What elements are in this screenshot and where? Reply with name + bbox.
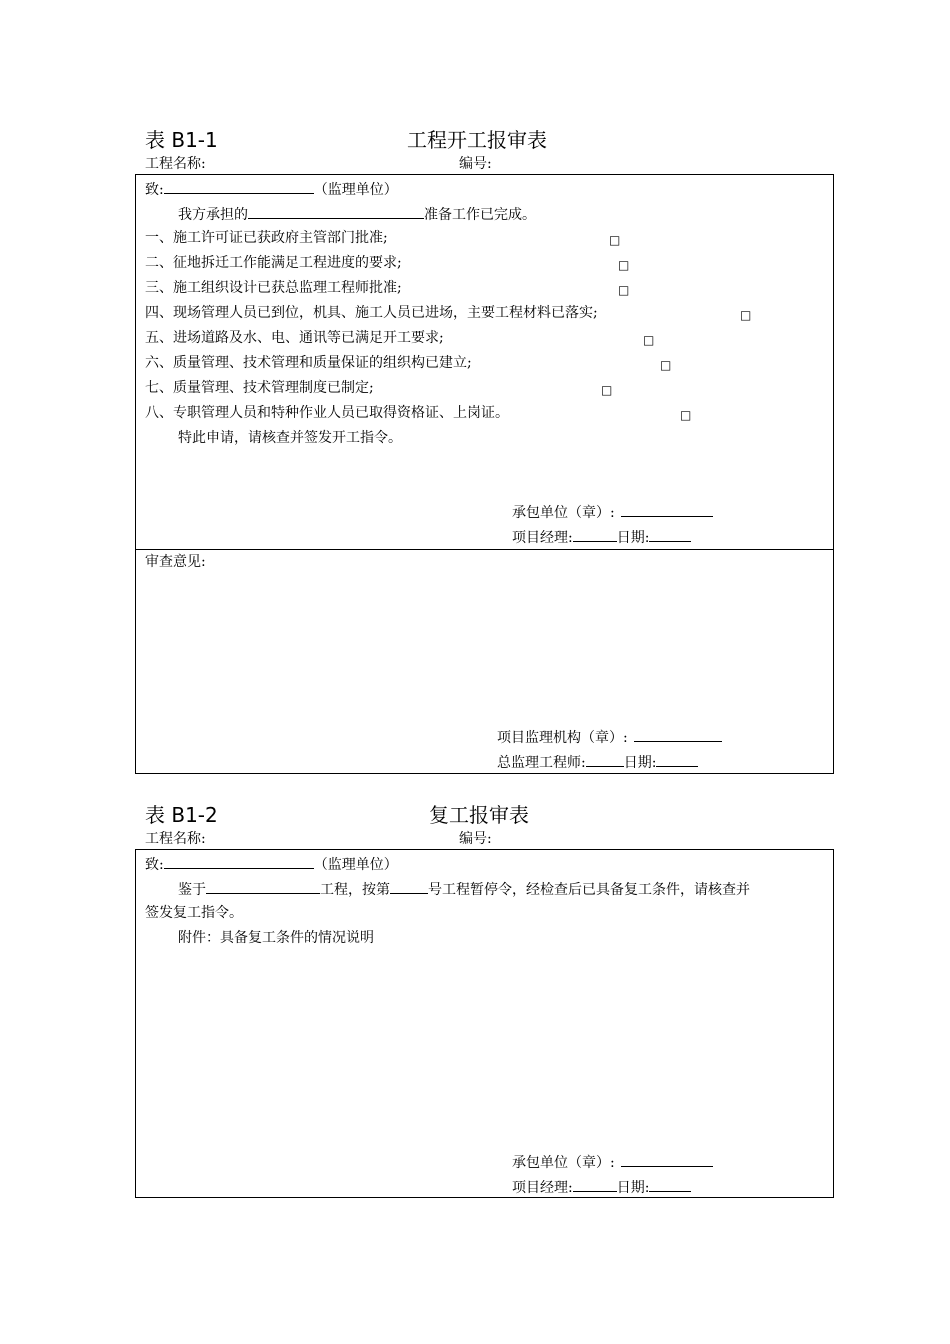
form1-review-label: 审查意见: [145,554,206,570]
form2-date-blank[interactable] [649,1177,691,1192]
form2-manager-blank[interactable] [573,1177,617,1192]
form1-date-blank-2[interactable] [656,752,698,767]
form2-date-label: 日期: [616,1180,650,1196]
form1-item-8-checkbox[interactable]: □ [680,408,692,422]
form1-item-5-checkbox[interactable]: □ [643,333,655,347]
form1-item-1: 一、施工许可证已获政府主管部门批准; [145,230,388,246]
form2-line2: 签发复工指令。 [145,905,243,921]
form1-supervisor-blank[interactable] [164,179,314,194]
form1-title: 工程开工报审表 [407,128,547,152]
form1-manager-label: 项目经理: [512,530,573,546]
form1-project-name-label: 工程名称: [145,156,206,172]
form2-line1-prefix: 鉴于 [178,882,206,898]
form1-to-prefix: 致: [145,182,164,198]
form1-project-blank[interactable] [248,204,424,219]
form2-project-name-label: 工程名称: [145,831,206,847]
form2-contractor-blank[interactable] [621,1152,713,1167]
form1-item-6: 六、质量管理、技术管理和质量保证的组织构已建立; [145,355,472,371]
form1-manager-blank[interactable] [573,527,617,542]
form2-order-number-blank[interactable] [390,879,428,894]
form1-supervision-blank[interactable] [634,727,722,742]
form2-title: 复工报审表 [429,803,529,827]
form2-contractor-label: 承包单位（章）: [512,1155,615,1171]
form2-project-blank[interactable] [206,879,320,894]
form1-chief-label: 总监理工程师: [497,755,586,771]
form1-to-suffix: （监理单位） [313,182,398,198]
form1-intro-prefix: 我方承担的 [178,207,248,223]
form2-attachment: 附件：具备复工条件的情况说明 [178,930,374,946]
form1-supervision-line [497,727,722,747]
form1-item-6-checkbox[interactable]: □ [660,358,672,372]
form2-manager-line [512,1177,691,1197]
form1-item-4: 四、现场管理人员已到位，机具、施工人员已进场，主要工程材料已落实; [145,305,598,321]
form1-chief-line [497,752,698,772]
form1-item-3: 三、施工组织设计已获总监理工程师批准; [145,280,402,296]
form1-item-1-checkbox[interactable]: □ [609,233,621,247]
form1-contractor-label: 承包单位（章）: [512,505,615,521]
form1-chief-blank[interactable] [586,752,624,767]
form1-date-label-2: 日期: [623,755,657,771]
form1-number-label: 编号: [459,156,492,172]
form1-contractor-blank[interactable] [621,502,713,517]
form2-line1 [178,879,750,899]
form2-to-prefix: 致: [145,857,164,873]
form1-item-8: 八、专职管理人员和特种作业人员已取得资格证、上岗证。 [145,405,509,421]
form1-divider [136,549,833,550]
form1-item-3-checkbox[interactable]: □ [618,283,630,297]
form2-to-suffix: （监理单位） [313,857,398,873]
form1-request: 特此申请，请核查并签发开工指令。 [178,430,402,446]
form2-contractor-line [512,1152,713,1172]
form1-date-blank[interactable] [649,527,691,542]
form1-item-2: 二、征地拆迁工作能满足工程进度的要求; [145,255,402,271]
form1-item-5: 五、进场道路及水、电、通讯等已满足开工要求; [145,330,444,346]
form2-manager-label: 项目经理: [512,1180,573,1196]
form1-intro-suffix: 准备工作已完成。 [424,207,536,223]
form2-number-label: 编号: [459,831,492,847]
form2-table [135,849,834,1198]
form2-supervisor-blank[interactable] [164,854,314,869]
form1-to-line [145,179,398,199]
form2-line1-mid1: 工程，按第 [320,882,390,898]
form1-contractor-line [512,502,713,522]
form1-item-7-checkbox[interactable]: □ [601,383,613,397]
form1-date-label: 日期: [616,530,650,546]
form1-table [135,174,834,774]
form1-code: 表 B1-1 [145,128,218,152]
form1-manager-line [512,527,691,547]
form2-code: 表 B1-2 [145,803,218,827]
form1-item-7: 七、质量管理、技术管理制度已制定; [145,380,374,396]
form1-item-4-checkbox[interactable]: □ [740,308,752,322]
form2-to-line [145,854,398,874]
form1-intro-line [178,204,536,224]
form1-item-2-checkbox[interactable]: □ [618,258,630,272]
form1-supervision-label: 项目监理机构（章）: [497,730,628,746]
form2-line1-mid2: 号工程暂停令，经检查后已具备复工条件，请核查并 [428,882,750,898]
